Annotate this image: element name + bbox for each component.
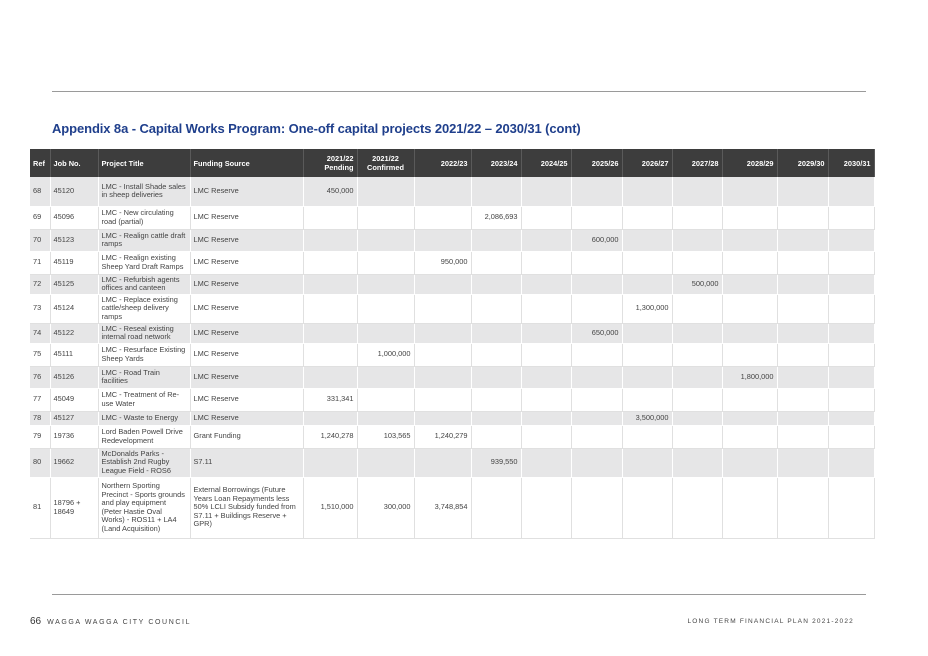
cell-funding-source: Grant Funding (190, 425, 303, 448)
cell-amount (828, 388, 874, 411)
col-header-2027-28: 2027/28 (672, 149, 722, 177)
cell-amount (828, 366, 874, 388)
cell-funding-source: LMC Reserve (190, 229, 303, 251)
col-header-sub: Confirmed (367, 163, 404, 172)
footer-left (30, 616, 191, 627)
cell-amount (471, 343, 521, 366)
table-row (30, 366, 874, 388)
col-header-2029-30: 2029/30 (777, 149, 828, 177)
cell-amount (414, 411, 471, 425)
cell-amount (521, 177, 571, 206)
cell-project-title: LMC - Refurbish agents offices and canteen (98, 274, 190, 294)
cell-amount (357, 294, 414, 323)
cell-amount: 939,550 (471, 448, 521, 477)
cell-amount (828, 425, 874, 448)
cell-funding-source: LMC Reserve (190, 177, 303, 206)
cell-amount (471, 388, 521, 411)
cell-amount (471, 477, 521, 538)
cell-job-no: 45049 (50, 388, 98, 411)
cell-amount (672, 388, 722, 411)
cell-ref: 76 (30, 366, 50, 388)
table-row (30, 477, 874, 538)
table-row (30, 251, 874, 274)
page-number: 66 (30, 616, 42, 627)
cell-ref: 73 (30, 294, 50, 323)
cell-project-title: LMC - Resurface Existing Sheep Yards (98, 343, 190, 366)
table-header-row (30, 149, 874, 177)
cell-amount (521, 366, 571, 388)
cell-amount (672, 177, 722, 206)
cell-amount (828, 323, 874, 343)
cell-amount: 650,000 (571, 323, 622, 343)
cell-ref: 77 (30, 388, 50, 411)
cell-project-title: LMC - Realign cattle draft ramps (98, 229, 190, 251)
cell-amount (672, 294, 722, 323)
cell-amount (672, 411, 722, 425)
top-divider (52, 91, 866, 92)
table-row (30, 206, 874, 229)
cell-funding-source: LMC Reserve (190, 343, 303, 366)
cell-amount: 1,240,278 (303, 425, 357, 448)
col-header-2023-24: 2023/24 (471, 149, 521, 177)
cell-ref: 75 (30, 343, 50, 366)
cell-job-no: 19736 (50, 425, 98, 448)
cell-amount (357, 251, 414, 274)
cell-amount (303, 448, 357, 477)
table-row (30, 323, 874, 343)
cell-funding-source: LMC Reserve (190, 274, 303, 294)
cell-amount (722, 323, 777, 343)
cell-amount (622, 425, 672, 448)
cell-amount (828, 294, 874, 323)
cell-amount (828, 411, 874, 425)
cell-amount (303, 229, 357, 251)
cell-job-no: 45096 (50, 206, 98, 229)
cell-amount (722, 229, 777, 251)
cell-amount (722, 294, 777, 323)
cell-amount: 1,800,000 (722, 366, 777, 388)
cell-amount (622, 448, 672, 477)
cell-amount (622, 229, 672, 251)
cell-amount (303, 323, 357, 343)
cell-amount (722, 477, 777, 538)
cell-ref: 81 (30, 477, 50, 538)
cell-amount (414, 229, 471, 251)
cell-amount (471, 251, 521, 274)
cell-job-no: 45123 (50, 229, 98, 251)
cell-amount (303, 411, 357, 425)
cell-ref: 80 (30, 448, 50, 477)
cell-amount (777, 388, 828, 411)
cell-amount (521, 343, 571, 366)
cell-job-no: 45119 (50, 251, 98, 274)
cell-amount (571, 294, 622, 323)
cell-amount: 500,000 (672, 274, 722, 294)
cell-amount (722, 411, 777, 425)
cell-amount (414, 388, 471, 411)
cell-ref: 68 (30, 177, 50, 206)
cell-job-no: 45124 (50, 294, 98, 323)
cell-amount (571, 366, 622, 388)
cell-amount (357, 274, 414, 294)
cell-amount (828, 477, 874, 538)
cell-amount (303, 251, 357, 274)
cell-amount (357, 229, 414, 251)
cell-amount: 1,240,279 (414, 425, 471, 448)
cell-ref: 69 (30, 206, 50, 229)
table-row (30, 425, 874, 448)
cell-project-title: LMC - Replace existing cattle/sheep delivery ramps (98, 294, 190, 323)
cell-amount (777, 366, 828, 388)
cell-amount (471, 274, 521, 294)
cell-amount (521, 294, 571, 323)
cell-amount (471, 425, 521, 448)
cell-amount (521, 425, 571, 448)
cell-amount (622, 366, 672, 388)
cell-amount: 600,000 (571, 229, 622, 251)
cell-amount: 300,000 (357, 477, 414, 538)
cell-amount (777, 448, 828, 477)
cell-amount (828, 448, 874, 477)
cell-amount: 1,000,000 (357, 343, 414, 366)
cell-amount (414, 294, 471, 323)
cell-job-no: 18796 + 18649 (50, 477, 98, 538)
page-title: Appendix 8a - Capital Works Program: One-off capital projects 2021/22 – 2030/31 (cont) (52, 121, 581, 136)
cell-project-title: LMC - New circulating road (partial) (98, 206, 190, 229)
cell-amount (471, 411, 521, 425)
cell-amount (777, 251, 828, 274)
cell-amount (622, 206, 672, 229)
table-row (30, 448, 874, 477)
col-header-2024-25: 2024/25 (521, 149, 571, 177)
cell-amount (521, 388, 571, 411)
cell-funding-source: LMC Reserve (190, 206, 303, 229)
cell-amount (521, 411, 571, 425)
cell-amount (521, 251, 571, 274)
cell-amount: 2,086,693 (471, 206, 521, 229)
cell-amount (303, 274, 357, 294)
cell-job-no: 45125 (50, 274, 98, 294)
cell-amount (622, 323, 672, 343)
cell-funding-source: LMC Reserve (190, 411, 303, 425)
cell-amount (521, 206, 571, 229)
cell-amount (672, 477, 722, 538)
cell-amount (672, 425, 722, 448)
col-header-year: 2021/22 (326, 154, 354, 163)
cell-amount (357, 206, 414, 229)
cell-amount (777, 323, 828, 343)
col-header-2021-22-pending (303, 149, 357, 177)
cell-amount (622, 251, 672, 274)
cell-amount (414, 323, 471, 343)
table-row (30, 411, 874, 425)
cell-funding-source: LMC Reserve (190, 251, 303, 274)
cell-amount (777, 343, 828, 366)
cell-amount (414, 177, 471, 206)
cell-amount (303, 294, 357, 323)
cell-amount (777, 477, 828, 538)
cell-amount (622, 477, 672, 538)
col-header-2026-27: 2026/27 (622, 149, 672, 177)
cell-amount (521, 229, 571, 251)
cell-amount (828, 343, 874, 366)
table-row (30, 388, 874, 411)
cell-ref: 72 (30, 274, 50, 294)
cell-amount: 1,510,000 (303, 477, 357, 538)
cell-project-title: Lord Baden Powell Drive Redevelopment (98, 425, 190, 448)
col-header-job-no: Job No. (50, 149, 98, 177)
cell-job-no: 45111 (50, 343, 98, 366)
table-row (30, 294, 874, 323)
cell-amount (622, 388, 672, 411)
cell-ref: 79 (30, 425, 50, 448)
cell-project-title: Northern Sporting Precinct - Sports grounds and play equipment (Peter Hastie Oval Works) - ROS11 + LA4 (Land Acquisition) (98, 477, 190, 538)
cell-amount (471, 177, 521, 206)
cell-job-no: 45120 (50, 177, 98, 206)
table-body (30, 177, 874, 538)
table-row (30, 177, 874, 206)
cell-project-title: LMC - Realign existing Sheep Yard Draft Ramps (98, 251, 190, 274)
table-row (30, 343, 874, 366)
table-row (30, 229, 874, 251)
col-header-year: 2021/22 (372, 154, 399, 163)
cell-amount: 3,500,000 (622, 411, 672, 425)
cell-amount (471, 229, 521, 251)
cell-project-title: LMC - Treatment of Re-use Water (98, 388, 190, 411)
cell-amount (571, 274, 622, 294)
cell-ref: 78 (30, 411, 50, 425)
cell-amount (303, 343, 357, 366)
cell-amount (571, 411, 622, 425)
cell-amount (777, 206, 828, 229)
footer-organisation: WAGGA WAGGA CITY COUNCIL (47, 619, 192, 626)
col-header-2030-31: 2030/31 (828, 149, 874, 177)
cell-amount (722, 343, 777, 366)
cell-project-title: LMC - Reseal existing internal road network (98, 323, 190, 343)
cell-amount (828, 251, 874, 274)
cell-amount (357, 177, 414, 206)
cell-job-no: 45127 (50, 411, 98, 425)
cell-amount (777, 411, 828, 425)
col-header-ref: Ref (30, 149, 50, 177)
cell-amount (414, 343, 471, 366)
cell-amount (722, 388, 777, 411)
col-header-2022-23: 2022/23 (414, 149, 471, 177)
cell-amount (571, 448, 622, 477)
cell-amount (471, 323, 521, 343)
cell-amount (777, 274, 828, 294)
footer-document-title: LONG TERM FINANCIAL PLAN 2021-2022 (687, 618, 854, 625)
col-header-project-title: Project Title (98, 149, 190, 177)
cell-amount (414, 274, 471, 294)
cell-project-title: McDonalds Parks - Establish 2nd Rugby League Field - ROS6 (98, 448, 190, 477)
col-header-funding-source: Funding Source (190, 149, 303, 177)
table-row (30, 274, 874, 294)
cell-amount (722, 177, 777, 206)
cell-amount (414, 206, 471, 229)
cell-amount (777, 294, 828, 323)
cell-amount (357, 323, 414, 343)
cell-amount (571, 206, 622, 229)
cell-amount (471, 294, 521, 323)
cell-project-title: LMC - Waste to Energy (98, 411, 190, 425)
bottom-divider (52, 594, 866, 595)
cell-funding-source: LMC Reserve (190, 366, 303, 388)
cell-amount (777, 177, 828, 206)
col-header-2025-26: 2025/26 (571, 149, 622, 177)
cell-amount (357, 411, 414, 425)
cell-funding-source: External Borrowings (Future Years Loan Repayments less 50% LCLI Subsidy funded from S7.11 + Buildings Reserve + GPR) (190, 477, 303, 538)
col-header-2028-29: 2028/29 (722, 149, 777, 177)
cell-amount (571, 425, 622, 448)
cell-ref: 71 (30, 251, 50, 274)
cell-amount (672, 343, 722, 366)
cell-project-title: LMC - Install Shade sales in sheep deliveries (98, 177, 190, 206)
cell-amount (622, 343, 672, 366)
cell-amount (722, 448, 777, 477)
cell-job-no: 45126 (50, 366, 98, 388)
cell-amount (672, 448, 722, 477)
cell-amount: 950,000 (414, 251, 471, 274)
cell-amount: 1,300,000 (622, 294, 672, 323)
cell-amount (828, 206, 874, 229)
cell-amount (357, 366, 414, 388)
cell-amount (521, 274, 571, 294)
cell-job-no: 45122 (50, 323, 98, 343)
cell-job-no: 19662 (50, 448, 98, 477)
cell-amount (722, 251, 777, 274)
cell-amount (672, 229, 722, 251)
cell-amount: 450,000 (303, 177, 357, 206)
cell-amount (357, 388, 414, 411)
cell-amount (521, 448, 571, 477)
cell-amount (571, 177, 622, 206)
cell-amount (303, 206, 357, 229)
cell-amount: 103,565 (357, 425, 414, 448)
cell-amount (622, 274, 672, 294)
col-header-2021-22-confirmed (357, 149, 414, 177)
cell-amount (828, 177, 874, 206)
cell-amount (521, 323, 571, 343)
cell-amount (672, 206, 722, 229)
cell-amount (571, 251, 622, 274)
cell-amount (571, 388, 622, 411)
cell-funding-source: LMC Reserve (190, 323, 303, 343)
cell-amount (672, 251, 722, 274)
cell-amount (357, 448, 414, 477)
cell-amount (828, 229, 874, 251)
cell-funding-source: S7.11 (190, 448, 303, 477)
cell-amount (622, 177, 672, 206)
cell-amount (672, 366, 722, 388)
cell-amount (571, 343, 622, 366)
cell-amount (521, 477, 571, 538)
cell-ref: 70 (30, 229, 50, 251)
cell-amount (722, 206, 777, 229)
cell-amount (722, 425, 777, 448)
cell-amount (828, 274, 874, 294)
col-header-sub: Pending (324, 163, 354, 172)
cell-amount (672, 323, 722, 343)
cell-funding-source: LMC Reserve (190, 388, 303, 411)
cell-amount (777, 425, 828, 448)
cell-ref: 74 (30, 323, 50, 343)
cell-amount (414, 366, 471, 388)
cell-amount (777, 229, 828, 251)
cell-amount (471, 366, 521, 388)
cell-project-title: LMC - Road Train facilities (98, 366, 190, 388)
cell-amount (303, 366, 357, 388)
cell-amount (571, 477, 622, 538)
cell-amount (414, 448, 471, 477)
cell-amount: 3,748,854 (414, 477, 471, 538)
cell-amount: 331,341 (303, 388, 357, 411)
cell-amount (722, 274, 777, 294)
cell-funding-source: LMC Reserve (190, 294, 303, 323)
capital-works-table (30, 149, 875, 539)
